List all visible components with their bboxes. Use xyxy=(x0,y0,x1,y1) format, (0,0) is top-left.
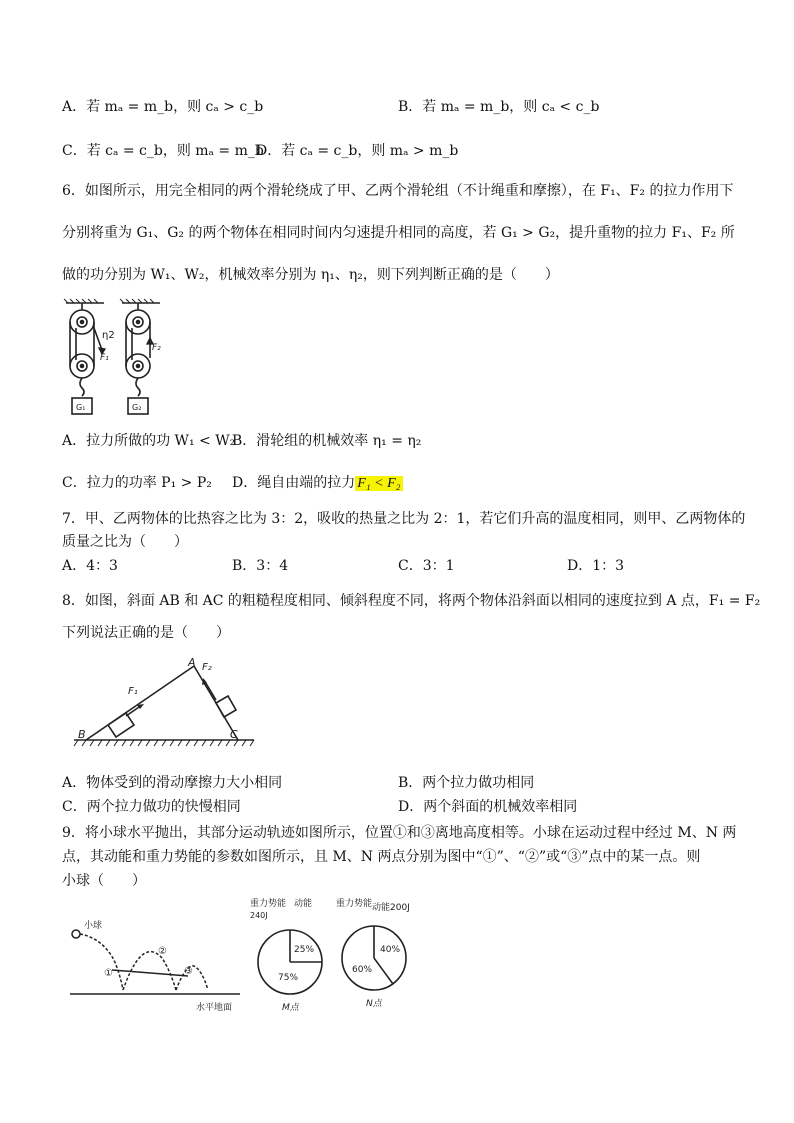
pulley-g1-label: G₁ xyxy=(76,403,86,412)
q7-stem-line-2: 质量之比为（ ） xyxy=(62,534,188,550)
q9-stem-line-3: 小球（ ） xyxy=(62,873,146,889)
pulley-f1-label: F₁ xyxy=(100,353,109,363)
m-pe-label: 重力势能 xyxy=(250,899,287,909)
q8-stem-line-1: 8．如图，斜面 AB 和 AC 的粗糙程度相同、倾斜程度不同，将两个物体沿斜面以相同的速度拉到 A 点，F₁ = F₂ xyxy=(62,593,761,609)
n-pe-pct: 60% xyxy=(352,965,373,975)
n-ke-pct: 40% xyxy=(380,945,401,955)
q7-option-a: A．4：3 xyxy=(62,558,118,574)
q5-option-a: A．若 mₐ = m_b，则 cₐ > c_b xyxy=(62,99,264,115)
q8-option-c: C．两个拉力做功的快慢相同 xyxy=(62,799,241,815)
pulley-f2-label: F₂ xyxy=(152,343,161,353)
q6-stem-line-3: 做的功分别为 W₁、W₂，机械效率分别为 η₁、η₂，则下列判断正确的是（ ） xyxy=(62,267,559,283)
energy-pie-n xyxy=(334,896,420,1020)
q6-option-c: C．拉力的功率 P₁ > P₂ xyxy=(62,475,212,491)
q6-option-d-text: D．绳自由端的拉力 xyxy=(232,475,356,491)
q7-option-c: C．3：1 xyxy=(398,558,455,574)
q6-stem-line-2: 分别将重为 G₁、G₂ 的两个物体在相同时间内匀速提升相同的高度，若 G₁ > G₂，提升重物的拉力 F₁、F₂ 所 xyxy=(62,225,735,241)
m-ke-pct: 25% xyxy=(294,945,315,955)
m-pe-pct: 75% xyxy=(278,973,299,983)
q5-option-c: C．若 cₐ = c_b，则 mₐ = m_b xyxy=(62,143,264,159)
q8-stem-line-2: 下列说法正确的是（ ） xyxy=(62,625,230,641)
m-ke-label: 动能 xyxy=(294,899,313,909)
q9-stem-line-2: 点，其动能和重力势能的参数如图所示，且 M、N 两点分别为图中“①”、“②”或“③”点中的某一点。则 xyxy=(62,849,701,865)
q5-option-d: D．若 cₐ = c_b，则 mₐ > m_b xyxy=(256,143,459,159)
m-point-label: M点 xyxy=(282,1003,299,1013)
trajectory-figure xyxy=(66,912,244,1022)
q7-option-d: D．1：3 xyxy=(567,558,625,574)
q8-option-a: A．物体受到的滑动摩擦力大小相同 xyxy=(62,775,283,791)
energy-pie-m xyxy=(248,896,332,1020)
q6-option-b: B．滑轮组的机械效率 η₁ = η₂ xyxy=(232,433,422,449)
q7-stem-line-1: 7．甲、乙两物体的比热容之比为 3：2，吸收的热量之比为 2：1，若它们升高的温度相同，则甲、乙两物体的 xyxy=(62,511,746,527)
incline-figure xyxy=(70,656,260,752)
n-pe-label: 重力势能 xyxy=(336,899,373,909)
q8-option-b: B．两个拉力做功相同 xyxy=(398,775,535,791)
incline-c-label: C xyxy=(230,728,238,741)
q9-stem-line-1: 9．将小球水平抛出，其部分运动轨迹如图所示，位置①和③离地高度相等。小球在运动过程中经过 M、N 两 xyxy=(62,825,737,841)
q6-option-d xyxy=(232,474,403,493)
position-2-label: ② xyxy=(158,946,167,957)
q8-option-d: D．两个斜面的机械效率相同 xyxy=(398,799,578,815)
incline-a-label: A xyxy=(188,656,196,669)
position-3-label: ③ xyxy=(184,966,193,977)
ground-label: 水平地面 xyxy=(196,1003,233,1013)
ball-label: 小球 xyxy=(84,921,103,931)
q6-option-d-highlight: F₁ < F₂ xyxy=(357,476,401,491)
incline-b-label: B xyxy=(78,728,86,741)
pulley-scribble: η2 xyxy=(102,330,115,341)
q6-option-a: A．拉力所做的功 W₁ < W₂ xyxy=(62,433,236,449)
n-ke-label: 动能200J xyxy=(372,903,410,913)
q7-option-b: B．3：4 xyxy=(232,558,289,574)
pulley-g2-label: G₂ xyxy=(132,403,142,412)
pulley-figure xyxy=(62,298,172,420)
q6-stem-line-1: 6．如图所示，用完全相同的两个滑轮绕成了甲、乙两个滑轮组（不计绳重和摩擦），在 F₁、F₂ 的拉力作用下 xyxy=(62,183,734,199)
incline-f1-label: F₁ xyxy=(128,686,138,697)
m-pe-value: 240J xyxy=(250,911,268,920)
n-point-label: N点 xyxy=(366,999,382,1009)
position-1-label: ① xyxy=(104,968,113,979)
incline-f2-label: F₂ xyxy=(202,662,212,673)
q5-option-b: B．若 mₐ = m_b，则 cₐ < c_b xyxy=(398,99,600,115)
